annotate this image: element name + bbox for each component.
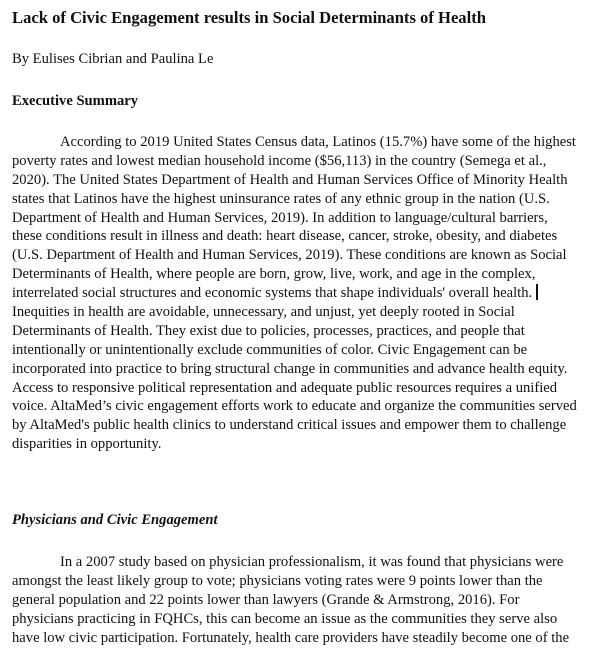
document-title: Lack of Civic Engagement results in Social Determinants of Health bbox=[12, 8, 486, 27]
paragraph-line: by AltaMed's public health clinics to understand critical issues and empower them to challenge bbox=[12, 417, 567, 434]
paragraph-line: disparities in opportunity. bbox=[12, 436, 162, 453]
paragraph-line: incorporated into practice to bring structural change in communities and advance health equity. bbox=[12, 360, 568, 377]
paragraph-line: Determinants of Health, where people are born, grow, live, work, and age in the complex, bbox=[12, 266, 536, 283]
paragraph-line: intentionally or unintentionally exclude communities of color. Civic Engagement can be bbox=[12, 341, 528, 358]
paragraph-line: physicians practicing in FQHCs, this can become an issue as the communities they serve also bbox=[12, 610, 558, 627]
paragraph-line: According to 2019 United States Census data, Latinos (15.7%) have some of the highest bbox=[60, 134, 576, 150]
paragraph-line: these conditions result in illness and death: heart disease, cancer, stroke, obesity, and diabetes bbox=[12, 228, 558, 245]
paragraph-line: poverty rates and lowest median household income ($56,113) in the country (Semega et al., bbox=[12, 152, 547, 169]
paragraph-line: voice. AltaMed’s civic engagement efforts work to educate and organize the communities served bbox=[12, 398, 577, 415]
paragraph-line: (U.S. Department of Health and Human Services, 2019). These conditions are known as Social bbox=[12, 247, 567, 264]
text-cursor bbox=[536, 284, 538, 300]
paragraph-line: have low civic participation. Fortunately, health care providers have steadily become one of the bbox=[12, 629, 570, 646]
paragraph-line-text: interrelated social structures and economic systems that shape individuals' overall health. bbox=[12, 285, 533, 302]
section-heading-physicians-civic-engagement: Physicians and Civic Engagement bbox=[12, 512, 218, 528]
paragraph-line: Determinants of Health. They exist due to policies, processes, practices, and people that bbox=[12, 322, 525, 339]
paragraph-line: 2020). The United States Department of Health and Human Services Office of Minority Health bbox=[12, 171, 568, 188]
paragraph-line: Department of Health and Human Services, 2019). In addition to language/cultural barriers, bbox=[12, 209, 548, 226]
paragraph-line: Access to responsive political representation and adequate public resources requires a unified bbox=[12, 379, 558, 396]
paragraph-line: amongst the least likely group to vote; physicians voting rates were 9 points lower than the bbox=[12, 572, 543, 589]
document-authors: By Eulises Cibrian and Paulina Le bbox=[12, 51, 214, 67]
paragraph-line-with-cursor[interactable] bbox=[12, 284, 602, 303]
paragraph-line: states that Latinos have the highest uninsurance rates of any ethnic group in the nation (U.S. bbox=[12, 190, 550, 207]
paragraph-line: general population and 22 points lower than lawyers (Grande & Armstrong, 2016). For bbox=[12, 591, 520, 608]
paragraph-line: In a 2007 study based on physician professionalism, it was found that physicians were bbox=[60, 554, 564, 570]
paragraph-line: Inequities in health are avoidable, unnecessary, and unjust, yet deeply rooted in Social bbox=[12, 304, 515, 321]
section-heading-executive-summary: Executive Summary bbox=[12, 93, 139, 109]
physicians-paragraph bbox=[12, 553, 602, 647]
executive-summary-paragraph bbox=[12, 133, 602, 454]
